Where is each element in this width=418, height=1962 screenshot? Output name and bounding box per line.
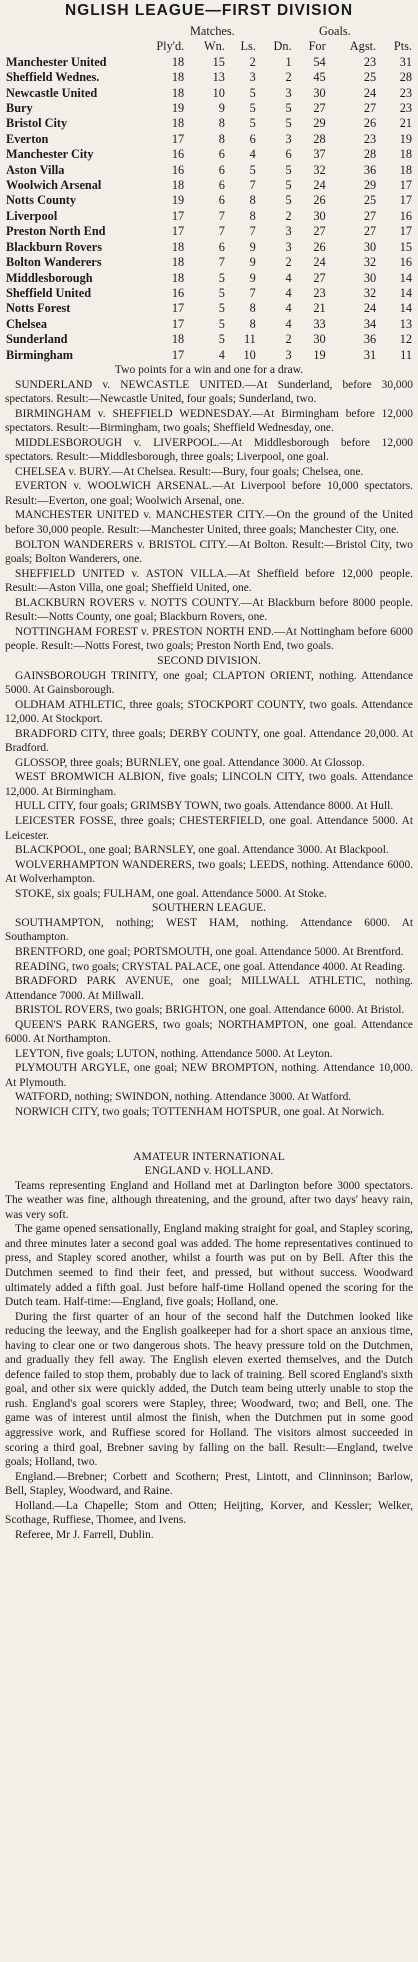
stat-cell: 4 xyxy=(218,347,225,362)
stat-cell: 30 xyxy=(363,270,377,285)
stat-cell: 17 xyxy=(171,208,185,223)
goals-group-label: Goals. xyxy=(319,24,351,38)
stat-cell: 32 xyxy=(313,162,326,177)
column-header: Ls. xyxy=(240,39,256,54)
table-row xyxy=(5,271,413,286)
stat-cell: 25 xyxy=(363,70,377,85)
match-result: NORWICH CITY, two goals; TOTTENHAM HOTSPUR, one goal. At Norwich. xyxy=(15,1105,385,1118)
report-paragraph: Holland.—La Chapelle; Stom and Otten; Heijting, Korver, and Kessler; Welker, Scothage, Ruffiese, Thomee, and Ivens. xyxy=(5,1499,413,1527)
match-report: BOLTON WANDERERS v. BRISTOL CITY.—At Bolton. Result:—Bristol City, two goals; Bolton Wanderers, one. xyxy=(5,538,413,566)
stat-cell: 32 xyxy=(363,285,377,300)
stat-cell: 23 xyxy=(313,285,326,300)
team-name: Aston Villa xyxy=(6,162,65,177)
stat-cell: 19 xyxy=(399,131,412,146)
table-row xyxy=(5,86,413,101)
match-report: SUNDERLAND v. NEWCASTLE UNITED.—At Sunderland, before 30,000 spectators. Result:—Newcastle United, four goals; Sunderland, two. xyxy=(5,378,413,406)
stat-cell: 29 xyxy=(313,116,326,131)
stat-cell: 6 xyxy=(285,147,292,162)
stat-cell: 17 xyxy=(399,224,412,239)
amateur-international-section xyxy=(5,1150,413,1543)
stat-cell: 16 xyxy=(171,162,185,177)
stat-cell: 54 xyxy=(313,54,326,69)
team-name: Blackburn Rovers xyxy=(6,239,102,254)
stat-cell: 6 xyxy=(218,147,225,162)
stat-cell: 36 xyxy=(363,332,377,347)
stat-cell: 3 xyxy=(249,70,256,85)
stat-cell: 28 xyxy=(399,70,412,85)
stat-cell: 18 xyxy=(171,116,185,131)
stat-cell: 18 xyxy=(399,162,412,177)
stat-cell: 23 xyxy=(399,85,412,100)
report-paragraph: During the first quarter of an hour of the second half the Dutchmen looked like reducing the leeway, and the English goalkeeper had for a short space an anxious time, having to clear one or two dangerous shots. The heavy pressure told on the Dutchmen, and gradually they fell away. The English eleven exerted themselves, and the Dutch defence failed to stop them, probably due to lack of training. Bell scored England's sixth goal, and other six were quickly added, the Dutch team being utterly unable to stop the rush. England's goal scorers were Stapley, three; Woodward, two; and Bell, one. The game was of interest until almost the finish, when the Dutchmen put in some good aggressive work, and Ruffiese scored for Holland. The visitors almost succeeded in scoring a third goal, Brebner saving by falling on the ball. Result:—England, twelve goals; Holland, two. xyxy=(5,1310,413,1469)
stat-cell: 31 xyxy=(399,54,412,69)
stat-cell: 32 xyxy=(363,255,377,270)
team-name: Notts Forest xyxy=(6,301,71,316)
stat-cell: 9 xyxy=(218,101,225,116)
column-header: For xyxy=(308,39,326,54)
stat-cell: 18 xyxy=(399,147,412,162)
match-result: STOKE, six goals; FULHAM, one goal. Attendance 5000. At Stoke. xyxy=(15,887,327,900)
stat-cell: 21 xyxy=(399,116,412,131)
stat-cell: 9 xyxy=(249,255,256,270)
match-result: BLACKPOOL, one goal; BARNSLEY, one goal. Attendance 3000. At Blackpool. xyxy=(15,844,389,857)
column-header: Wn. xyxy=(204,39,225,54)
stat-cell: 33 xyxy=(313,316,326,331)
team-name: Bury xyxy=(6,101,33,116)
stat-cell: 17 xyxy=(399,178,412,193)
table-row xyxy=(5,255,413,270)
stat-cell: 26 xyxy=(363,116,377,131)
column-header: Dn. xyxy=(273,39,292,54)
stat-cell: 4 xyxy=(285,270,292,285)
column-header: Agst. xyxy=(349,39,377,54)
match-result: BRADFORD CITY, three goals; DERBY COUNTY, one goal. Attendance 20,000. At Bradford. xyxy=(5,727,413,755)
amateur-report xyxy=(5,1179,413,1543)
stat-cell: 5 xyxy=(218,285,225,300)
stat-cell: 18 xyxy=(171,332,185,347)
stat-cell: 34 xyxy=(363,316,377,331)
page-headline: NGLISH LEAGUE—FIRST DIVISION xyxy=(64,2,354,19)
match-report: BLACKBURN ROVERS v. NOTTS COUNTY.—At Blackburn before 8000 people. Result:—Notts County, one goal; Blackburn Rovers, one. xyxy=(5,596,413,624)
stat-cell: 4 xyxy=(285,301,292,316)
stat-cell: 8 xyxy=(249,208,256,223)
match-result: WATFORD, nothing; SWINDON, nothing. Attendance 3000. At Watford. xyxy=(15,1091,352,1104)
stat-cell: 6 xyxy=(218,193,225,208)
match-report: SHEFFIELD UNITED v. ASTON VILLA.—At Sheffield before 12,000 people. Result:—Aston Villa, one goal; Sheffield United, one. xyxy=(5,567,413,595)
table-row xyxy=(5,132,413,147)
stat-cell: 17 xyxy=(171,347,185,362)
match-result: GAINSBOROUGH TRINITY, one goal; CLAPTON ORIENT, nothing. Attendance 5000. At Gainsborough. xyxy=(5,669,413,697)
stat-cell: 5 xyxy=(249,162,256,177)
amateur-subheading: ENGLAND v. HOLLAND. xyxy=(144,1164,274,1178)
stat-cell: 7 xyxy=(249,224,256,239)
stat-cell: 17 xyxy=(399,193,412,208)
stat-cell: 5 xyxy=(249,85,256,100)
stat-cell: 7 xyxy=(218,208,225,223)
match-report: MIDDLESBOROUGH v. LIVERPOOL.—At Middlesborough before 12,000 spectators. Result:—Middlesborough, three goals; Liverpool, one goal. xyxy=(5,436,413,464)
table-row xyxy=(5,317,413,332)
stat-cell: 8 xyxy=(249,316,256,331)
team-name: Woolwich Arsenal xyxy=(6,178,102,193)
team-name: Everton xyxy=(6,131,49,146)
stat-cell: 16 xyxy=(171,285,185,300)
match-result: SOUTHAMPTON, nothing; WEST HAM, nothing. Attendance 6000. At Southampton. xyxy=(5,916,413,944)
stat-cell: 9 xyxy=(249,239,256,254)
team-name: Manchester United xyxy=(6,54,107,69)
match-result: HULL CITY, four goals; GRIMSBY TOWN, two goals. Attendance 8000. At Hull. xyxy=(15,800,394,813)
column-header: Pts. xyxy=(393,39,412,54)
stat-cell: 4 xyxy=(249,147,256,162)
team-name: Liverpool xyxy=(6,208,58,223)
team-name: Notts County xyxy=(6,193,77,208)
match-result: BRISTOL ROVERS, two goals; BRIGHTON, one goal. Attendance 6000. At Bristol. xyxy=(15,1004,405,1017)
stat-cell: 10 xyxy=(243,347,256,362)
stat-cell: 6 xyxy=(218,162,225,177)
points-note: Two points for a win and one for a draw. xyxy=(114,362,304,376)
stat-cell: 26 xyxy=(313,239,326,254)
stat-cell: 27 xyxy=(313,101,326,116)
stat-cell: 1 xyxy=(285,54,292,69)
match-report: BIRMINGHAM v. SHEFFIELD WEDNESDAY.—At Birmingham before 12,000 spectators. Result:—Birmingham, two goals; Sheffield Wednesday, one. xyxy=(5,407,413,435)
team-name: Birmingham xyxy=(6,347,73,362)
match-result: PLYMOUTH ARGYLE, one goal; NEW BROMPTON, nothing. Attendance 10,000. At Plymouth. xyxy=(5,1062,413,1089)
table-row xyxy=(5,178,413,193)
stat-cell: 19 xyxy=(171,101,185,116)
stat-cell: 6 xyxy=(218,178,225,193)
league-table xyxy=(5,24,413,363)
stat-cell: 28 xyxy=(363,147,377,162)
team-name: Middlesborough xyxy=(6,270,93,285)
table-row xyxy=(5,163,413,178)
stat-cell: 45 xyxy=(313,70,326,85)
stat-cell: 14 xyxy=(399,285,412,300)
stat-cell: 2 xyxy=(285,208,292,223)
match-result: OLDHAM ATHLETIC, three goals; STOCKPORT COUNTY, two goals. Attendance 12,000. At Stockport. xyxy=(5,698,413,726)
stat-cell: 30 xyxy=(363,239,377,254)
stat-cell: 18 xyxy=(171,54,185,69)
stat-cell: 6 xyxy=(249,131,256,146)
stat-cell: 7 xyxy=(249,285,256,300)
stat-cell: 31 xyxy=(363,347,377,362)
stat-cell: 3 xyxy=(285,224,292,239)
stat-cell: 19 xyxy=(313,347,326,362)
match-result: WOLVERHAMPTON WANDERERS, two goals; LEEDS, nothing. Attendance 6000. At Wolverhampton. xyxy=(5,858,413,886)
stat-cell: 21 xyxy=(313,301,326,316)
table-row xyxy=(5,101,413,116)
stat-cell: 8 xyxy=(218,116,225,131)
match-report: CHELSEA v. BURY.—At Chelsea. Result:—Bury, four goals; Chelsea, one. xyxy=(15,465,364,478)
stat-cell: 29 xyxy=(363,178,377,193)
stat-cell: 23 xyxy=(399,101,412,116)
stat-cell: 18 xyxy=(171,70,185,85)
report-paragraph: Referee, Mr J. Farrell, Dublin. xyxy=(15,1528,154,1541)
table-row xyxy=(5,240,413,255)
stat-cell: 7 xyxy=(218,255,225,270)
stat-cell: 11 xyxy=(243,332,256,347)
table-row xyxy=(5,209,413,224)
team-name: Manchester City xyxy=(6,147,94,162)
match-result: LEICESTER FOSSE, three goals; CHESTERFIELD, one goal. Attendance 5000. At Leicester. xyxy=(5,814,413,842)
stat-cell: 23 xyxy=(363,131,377,146)
stat-cell: 18 xyxy=(171,270,185,285)
team-name: Chelsea xyxy=(6,316,47,331)
stat-cell: 17 xyxy=(171,316,185,331)
table-row xyxy=(5,55,413,70)
second-division-heading: SECOND DIVISION. xyxy=(157,653,261,667)
stat-cell: 5 xyxy=(285,101,292,116)
match-result: WEST BROMWICH ALBION, five goals; LINCOLN CITY, two goals. Attendance 12,000. At Birmingham. xyxy=(5,771,413,798)
table-row xyxy=(5,301,413,316)
stat-cell: 8 xyxy=(249,301,256,316)
stat-cell: 8 xyxy=(249,193,256,208)
match-result: LEYTON, five goals; LUTON, nothing. Attendance 5000. At Leyton. xyxy=(15,1047,333,1060)
stat-cell: 14 xyxy=(399,270,412,285)
stat-cell: 18 xyxy=(171,178,185,193)
stat-cell: 16 xyxy=(171,147,185,162)
table-row xyxy=(5,224,413,239)
second-division-results xyxy=(5,669,413,902)
team-name: Bolton Wanderers xyxy=(6,255,102,270)
table-row xyxy=(5,116,413,131)
stat-cell: 5 xyxy=(218,332,225,347)
report-paragraph: Teams representing England and Holland met at Darlington before 3000 spectators. The weather was fine, although threatening, and the ground, after two days' heavy rain, was very soft. xyxy=(5,1179,413,1221)
stat-cell: 5 xyxy=(218,316,225,331)
table-group-header xyxy=(5,24,413,39)
stat-cell: 5 xyxy=(249,116,256,131)
stat-cell: 11 xyxy=(400,347,412,362)
matches-group-label: Matches. xyxy=(189,24,235,38)
table-row xyxy=(5,348,413,363)
stat-cell: 4 xyxy=(285,316,292,331)
stat-cell: 27 xyxy=(363,208,377,223)
stat-cell: 24 xyxy=(313,178,326,193)
table-row xyxy=(5,147,413,162)
stat-cell: 2 xyxy=(285,332,292,347)
match-result: GLOSSOP, three goals; BURNLEY, one goal. Attendance 3000. At Glossop. xyxy=(15,756,365,769)
stat-cell: 5 xyxy=(249,101,256,116)
table-column-header xyxy=(5,39,413,54)
stat-cell: 19 xyxy=(171,193,185,208)
stat-cell: 5 xyxy=(218,301,225,316)
stat-cell: 6 xyxy=(218,239,225,254)
stat-cell: 13 xyxy=(212,70,225,85)
stat-cell: 10 xyxy=(212,85,225,100)
stat-cell: 17 xyxy=(171,224,185,239)
stat-cell: 5 xyxy=(285,116,292,131)
stat-cell: 5 xyxy=(218,270,225,285)
stat-cell: 23 xyxy=(363,54,377,69)
stat-cell: 30 xyxy=(313,85,326,100)
southern-league-results xyxy=(5,916,413,1120)
stat-cell: 14 xyxy=(399,301,412,316)
report-paragraph: The game opened sensationally, England making straight for goal, and Stapley scoring, and three minutes later a second goal was added. The home representatives continued to press, and Stapley scored another, whilst a fourth was put on by Bell. After this the Dutchmen seemed to find their feet, and pressed, but without success. Woodward ultimately added a fifth goal. Just before half-time Holland opened the scoring for the Dutch team. Half-time:—England, five goals; Holland, one. xyxy=(5,1223,413,1309)
team-name: Sunderland xyxy=(6,332,68,347)
stat-cell: 5 xyxy=(285,162,292,177)
stat-cell: 24 xyxy=(363,85,377,100)
match-result: QUEEN'S PARK RANGERS, two goals; NORTHAMPTON, one goal. Attendance 6000. At Northampton. xyxy=(5,1018,413,1046)
stat-cell: 15 xyxy=(399,239,412,254)
stat-cell: 3 xyxy=(285,85,292,100)
stat-cell: 3 xyxy=(285,239,292,254)
stat-cell: 7 xyxy=(218,224,225,239)
table-row xyxy=(5,193,413,208)
first-division-results xyxy=(5,363,413,654)
match-report: EVERTON v. WOOLWICH ARSENAL.—At Liverpool before 10,000 spectators. Result:—Everton, one goal; Woolwich Arsenal, one. xyxy=(5,480,413,507)
stat-cell: 24 xyxy=(363,301,377,316)
stat-cell: 16 xyxy=(399,255,412,270)
match-report: NOTTINGHAM FOREST v. PRESTON NORTH END.—At Nottingham before 6000 people. Result:—Notts Forest, two goals; Preston North End, two goals. xyxy=(5,625,413,653)
match-report: MANCHESTER UNITED v. MANCHESTER CITY.—On the ground of the United before 30,000 people. Result:—Manchester United, three goals; Manchester City, one. xyxy=(5,509,413,536)
stat-cell: 3 xyxy=(285,131,292,146)
stat-cell: 36 xyxy=(363,162,377,177)
stat-cell: 12 xyxy=(399,332,412,347)
stat-cell: 15 xyxy=(212,54,225,69)
stat-cell: 30 xyxy=(313,332,326,347)
team-name: Bristol City xyxy=(6,116,68,131)
stat-cell: 18 xyxy=(171,85,185,100)
stat-cell: 27 xyxy=(363,101,377,116)
match-result: BRENTFORD, one goal; PORTSMOUTH, one goal. Attendance 5000. At Brentford. xyxy=(15,945,404,958)
southern-league-heading: SOUTHERN LEAGUE. xyxy=(152,901,266,915)
stat-cell: 17 xyxy=(171,131,185,146)
report-paragraph: England.—Brebner; Corbett and Scothern; Prest, Lintott, and Clinninson; Barlow, Bell, Stapley, Woodward, and Raine. xyxy=(5,1470,413,1498)
stat-cell: 5 xyxy=(285,193,292,208)
stat-cell: 4 xyxy=(285,285,292,300)
stat-cell: 18 xyxy=(171,255,185,270)
stat-cell: 18 xyxy=(171,239,185,254)
league-table-body xyxy=(5,55,413,363)
stat-cell: 2 xyxy=(285,70,292,85)
amateur-heading: AMATEUR INTERNATIONAL xyxy=(133,1149,285,1163)
stat-cell: 13 xyxy=(399,316,412,331)
stat-cell: 27 xyxy=(313,270,326,285)
stat-cell: 2 xyxy=(285,255,292,270)
stat-cell: 17 xyxy=(171,301,185,316)
stat-cell: 26 xyxy=(313,193,326,208)
stat-cell: 28 xyxy=(313,131,326,146)
table-row xyxy=(5,332,413,347)
stat-cell: 24 xyxy=(313,255,326,270)
stat-cell: 25 xyxy=(363,193,377,208)
match-result: BRADFORD PARK AVENUE, one goal; MILLWALL ATHLETIC, nothing. Attendance 7000. At Millwall. xyxy=(5,975,413,1002)
stat-cell: 27 xyxy=(363,224,377,239)
column-header: Ply'd. xyxy=(156,39,185,54)
stat-cell: 5 xyxy=(285,178,292,193)
stat-cell: 3 xyxy=(285,347,292,362)
stat-cell: 7 xyxy=(249,178,256,193)
team-name: Sheffield Wednes. xyxy=(6,70,100,85)
team-name: Newcastle United xyxy=(6,85,98,100)
table-row xyxy=(5,70,413,85)
stat-cell: 9 xyxy=(249,270,256,285)
match-result: READING, two goals; CRYSTAL PALACE, one goal. Attendance 4000. At Reading. xyxy=(15,960,406,973)
team-name: Sheffield United xyxy=(6,285,92,300)
table-row xyxy=(5,286,413,301)
stat-cell: 30 xyxy=(313,208,326,223)
stat-cell: 2 xyxy=(249,54,256,69)
stat-cell: 27 xyxy=(313,224,326,239)
stat-cell: 8 xyxy=(218,131,225,146)
stat-cell: 37 xyxy=(313,147,326,162)
team-name: Preston North End xyxy=(6,224,106,239)
stat-cell: 16 xyxy=(399,208,412,223)
